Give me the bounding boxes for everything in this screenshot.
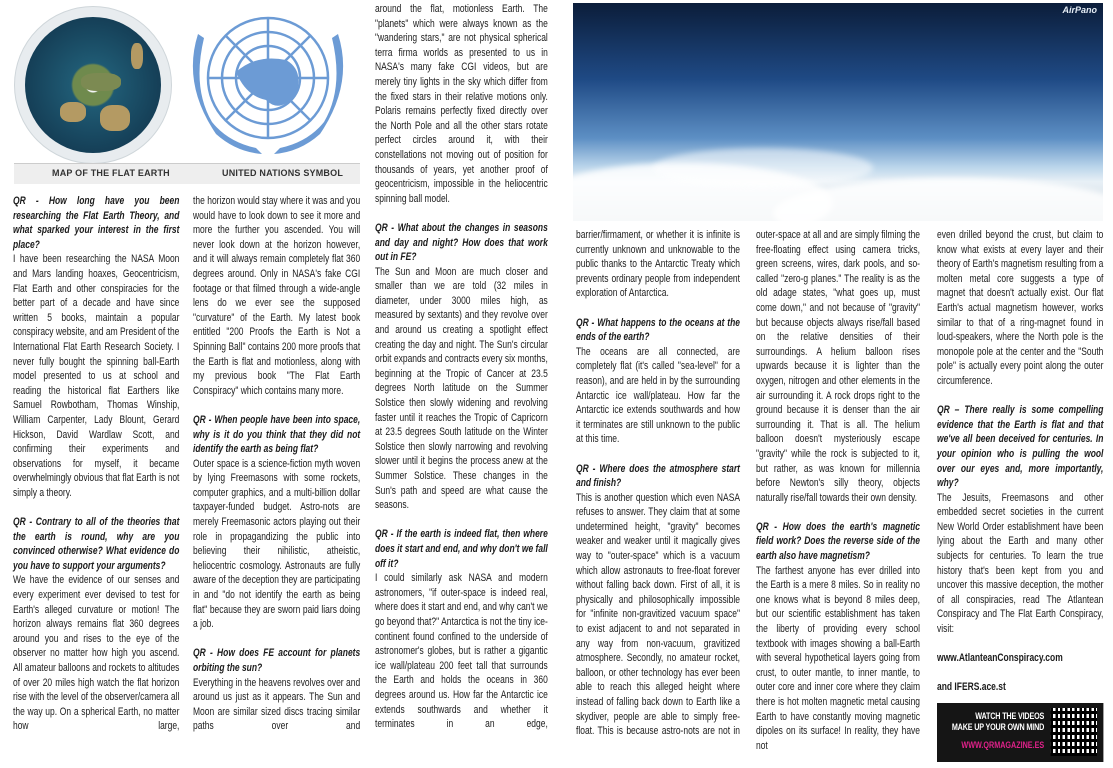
interview-question: QR - Where does the atmosphere start and finish? bbox=[576, 462, 740, 490]
interview-answer: outer-space at all and are simply filming the free-floating effect using camera tricks, green screens, wires, dark pools, and so-called "zero-g planes." The reality is as the old adage states, "what goes up, must come down," and not because of "gravity" but because objects always rise/fall based on the relative densities of their surroundings. A helium balloon rises upwards because it is lighter than the oxygen, nitrogen and other elements in the air surrounding it. A rock drops right to the ground because it is denser than the air surrounding it. That is all. The helium balloon doesn't mysteriously escape "gravity" while the rock is subjected to it, but rather, as was known for millennia before Newton's silly theory, objects naturally rise/fall towards their own density. bbox=[756, 229, 920, 504]
article-column-4 bbox=[576, 228, 740, 739]
interview-answer: I could similarly ask NASA and modern astronomers, "if outer-space is indeed real, where does it start and end, and why can't we go beyond that?" Antarctica is not the tiny ice-continent found confined to the underside of astronomer's globes, but is rather a gigantic ice wall/plateau 200 feet tall that surrounds the Earth and holds the oceans in 360 degrees around us. How far the Antarctic ice extends southwards and whether it terminates in an edge, bbox=[375, 572, 548, 731]
interview-question: QR - How does FE account for planets orbiting the sun? bbox=[193, 647, 361, 674]
cloud-shape bbox=[653, 148, 873, 188]
continent-shape bbox=[81, 73, 121, 91]
interview-answer: barrier/firmament, or whether it is infinite is currently unknown and unknowable to the public thanks to the Antarctic Treaty which prevents ordinary people from independent exploration of Antarctica. bbox=[576, 229, 740, 300]
atlantean-conspiracy-link[interactable]: www.AtlanteanConspiracy.com bbox=[937, 652, 1063, 665]
interview-question: QR - What happens to the oceans at the ends of the earth? bbox=[576, 316, 740, 344]
continent-shape bbox=[100, 105, 130, 131]
interview-question: QR - How long have you been researching the Flat Earth Theory, and what sparked your interest in the first place? bbox=[13, 195, 180, 251]
continent-shape bbox=[60, 102, 86, 122]
interview-answer: The Sun and Moon are much closer and smaller than we are told (32 miles in diameter, under 3000 miles high, as measured by sextants) and they revolve over and around us creating a spotlight effect creating the day and night. The Sun's circular orbit expands and contracts every six months, beginning at the Tropic of Cancer at 23.5 degrees North latitude on the Summer Solstice then slowly widening and revolving faster until it reaches the Tropic of Capricorn at 23.5 degrees South latitude on the Winter Solstice then slowly narrowing and revolving slower until it begins the process anew at the Summer Solstice. These changes in the Sun's path and speed are what cause the seasons. bbox=[375, 265, 548, 512]
interview-answer: the horizon would stay where it was and you would have to look down to see it more and more the further you ascended. You will never look down at the horizon however, and it will always remain completely flat 360 degrees around. Only in NASA's fake CGI footage or that filmed through a wide-angle lens do we ever see the supposed "curvature" of the Earth. My latest book entitled "200 Proofs the Earth is Not a Spinning Ball" contains 200 more proofs that the Earth is flat and motionless, along with my previous book "The Flat Earth Conspiracy" which contains many more. bbox=[193, 195, 361, 397]
un-symbol-caption: UNITED NATIONS SYMBOL bbox=[222, 168, 344, 178]
stratosphere-photo bbox=[573, 3, 1103, 221]
flat-earth-map-image bbox=[14, 6, 172, 164]
article-column-1 bbox=[13, 194, 179, 734]
qr-code-icon[interactable] bbox=[1051, 708, 1097, 756]
article-column-2 bbox=[193, 194, 360, 734]
ifers-link[interactable]: and IFERS.ace.st bbox=[937, 681, 1006, 694]
interview-question: QR - Contrary to all of the theories that the earth is round, why are you convinced otherwise? What evidence do you have to support your arguments? bbox=[13, 516, 180, 572]
flat-map-caption: MAP OF THE FLAT EARTH bbox=[52, 168, 170, 178]
interview-answer: The oceans are all connected, are completely flat (it's called "sea-level" for a reason), and are held in by the surrounding Antarctic ice wall/plateau. How far the Antarctic ice extends southwards and how it terminates are still unknown to the public at this time. bbox=[576, 345, 740, 446]
interview-question: QR - How does the earth's magnetic field work? Does the reverse side of the earth also have magnetism? bbox=[756, 520, 920, 563]
interview-question: QR - What about the changes in seasons and day and night? How does that work out in FE? bbox=[375, 221, 548, 264]
united-nations-emblem-image bbox=[176, 4, 356, 162]
interview-answer: The Jesuits, Freemasons and other embedded secret societies in the current New World Order establishment have been lying about the Earth and many other subjects for centuries. To learn the true history that's been kept from you and uncover this massive deception, the mother of all conspiracies, read The Atlantean Conspiracy and The Flat Earth Conspiracy, visit: bbox=[937, 491, 1104, 636]
ad-url[interactable]: WWW.QRMAGAZINE.ES bbox=[961, 740, 1045, 750]
interview-answer: around the flat, motionless Earth. The "planets" which were always known as the "wandering stars," are not physical spherical terra firma worlds as presented to us in NASA's many fake CGI videos, but are merely tiny lights in the sky which differ from the fixed stars in their relative motions only. Polaris remains perfectly fixed directly over the North Pole and all the other stars rotate perfect circles around it, with their constellations not moving out of position for thousands of years, yet another proof of geocentricism, impossible in the heliocentric spinning ball model. bbox=[375, 3, 548, 205]
ad-line-1: WATCH THE VIDEOS bbox=[975, 711, 1045, 721]
article-column-6 bbox=[937, 228, 1103, 762]
qr-magazine-ad[interactable] bbox=[937, 703, 1103, 762]
interview-answer: The farthest anyone has ever drilled into the Earth is a mere 8 miles. So in reality no one knows what is beyond 8 miles deep, but our scientific establishment has taken the liberty of providing every school textbook with images showing a ball-Earth with several hypothetical layers going from crust, to outer mantle, to inner mantle, to outer core and inner core where they claim there is hot molten magnetic metal causing Earth to have constantly moving magnetic dipoles on its surface! In reality, they have not bbox=[756, 564, 920, 752]
interview-answer: I have been researching the NASA Moon and Mars landing hoaxes, Geocentricism, Flat Earth and other conspiracies for the better part of a decade and have since written 5 books, maintain a popular conspiracy website, and am President of the International Flat Earth Research Society. I never fully bought the spinning ball-Earth model presented to us at school and reading the historical flat Earthers like Samuel Rowbotham, Thomas Winship, William Carpenter, Lady Blount, Gerard Hickson, David Wardlaw Scott, and confirming their experiments and observations for myself, it became overwhelmingly obvious that flat Earth is not simply a theory. bbox=[13, 253, 180, 499]
continent-shape bbox=[131, 43, 143, 69]
interview-question: QR - When people have been into space, why is it do you think that they did not identify the earth as being flat? bbox=[193, 413, 361, 456]
interview-answer: even drilled beyond the crust, but claim to know what exists at every layer and their theory of Earth's magnetism resulting from a molten metal core suggests a type of magnet that doesn't actually exist. Our flat Earth's actual magnetism however, works similar to that of a ring-magnet found in loud-speakers, where the North pole is the monopole pole at the center and the "South pole" is actually every point along the outer circumference. bbox=[937, 229, 1104, 387]
ad-line-2: MAKE UP YOUR OWN MIND bbox=[951, 722, 1045, 732]
image-caption-bar bbox=[14, 163, 360, 184]
interview-question: QR - If the earth is indeed flat, then where does it start and end, and why don't we fall off it? bbox=[375, 528, 548, 570]
interview-answer: We have the evidence of our senses and every experiment ever devised to test for Earth's alleged curvature or motion! The horizon always remains flat 360 degrees around you and rises to the eye of the observer no matter how high you ascend. All amateur balloons and rockets to altitudes of over 20 miles high watch the flat horizon rise with the level of the observer/camera all the way up. On a spherical Earth, no matter how large, bbox=[13, 574, 180, 733]
article-column-5 bbox=[756, 228, 920, 753]
interview-answer: This is another question which even NASA refuses to answer. They claim that at some undetermined height, "gravity" becomes weaker and weaker until it magically gives way to "outer-space" which is a vacuum which allow astronauts to free-float forever without falling back down. First of all, it is physically and philosophically impossible for "infinite non-gravitized vacuum space" to exist adjacent to and not separated in any way from non-vacuum, gravitized atmosphere. Secondly, no amateur rocket, balloon, or other technology has ever been able to reach this alleged height where instead of falling back down to Earth like a skydiver, people are able to simply free-float. This is because astro-nots are not in bbox=[576, 491, 740, 738]
interview-question: QR – There really is some compelling evidence that the Earth is flat and that we've all been deceived for centuries. In your opinion who is pulling the wool over our eyes and, more importantly, why? bbox=[937, 404, 1104, 490]
interview-answer: Outer space is a science-fiction myth woven by lying Freemasons with some rockets, computer graphics, and a multi-billion dollar taxpayer-funded budget. Astro-nots are merely Freemasonic actors playing out their role in propagandizing the public into believing their nihilistic, atheistic, heliocentric cosmology. Astronauts are fully aware of the deception they are participating in and "do not identify the earth as being flat" because they are sworn paid liars doing a job. bbox=[193, 457, 361, 631]
photo-watermark: AirPano bbox=[1062, 5, 1097, 15]
interview-answer: Everything in the heavens revolves over and around us just as it appears. The Sun and Moon are similar sized discs tracing similar paths over and bbox=[193, 676, 361, 733]
article-column-3 bbox=[375, 2, 548, 732]
